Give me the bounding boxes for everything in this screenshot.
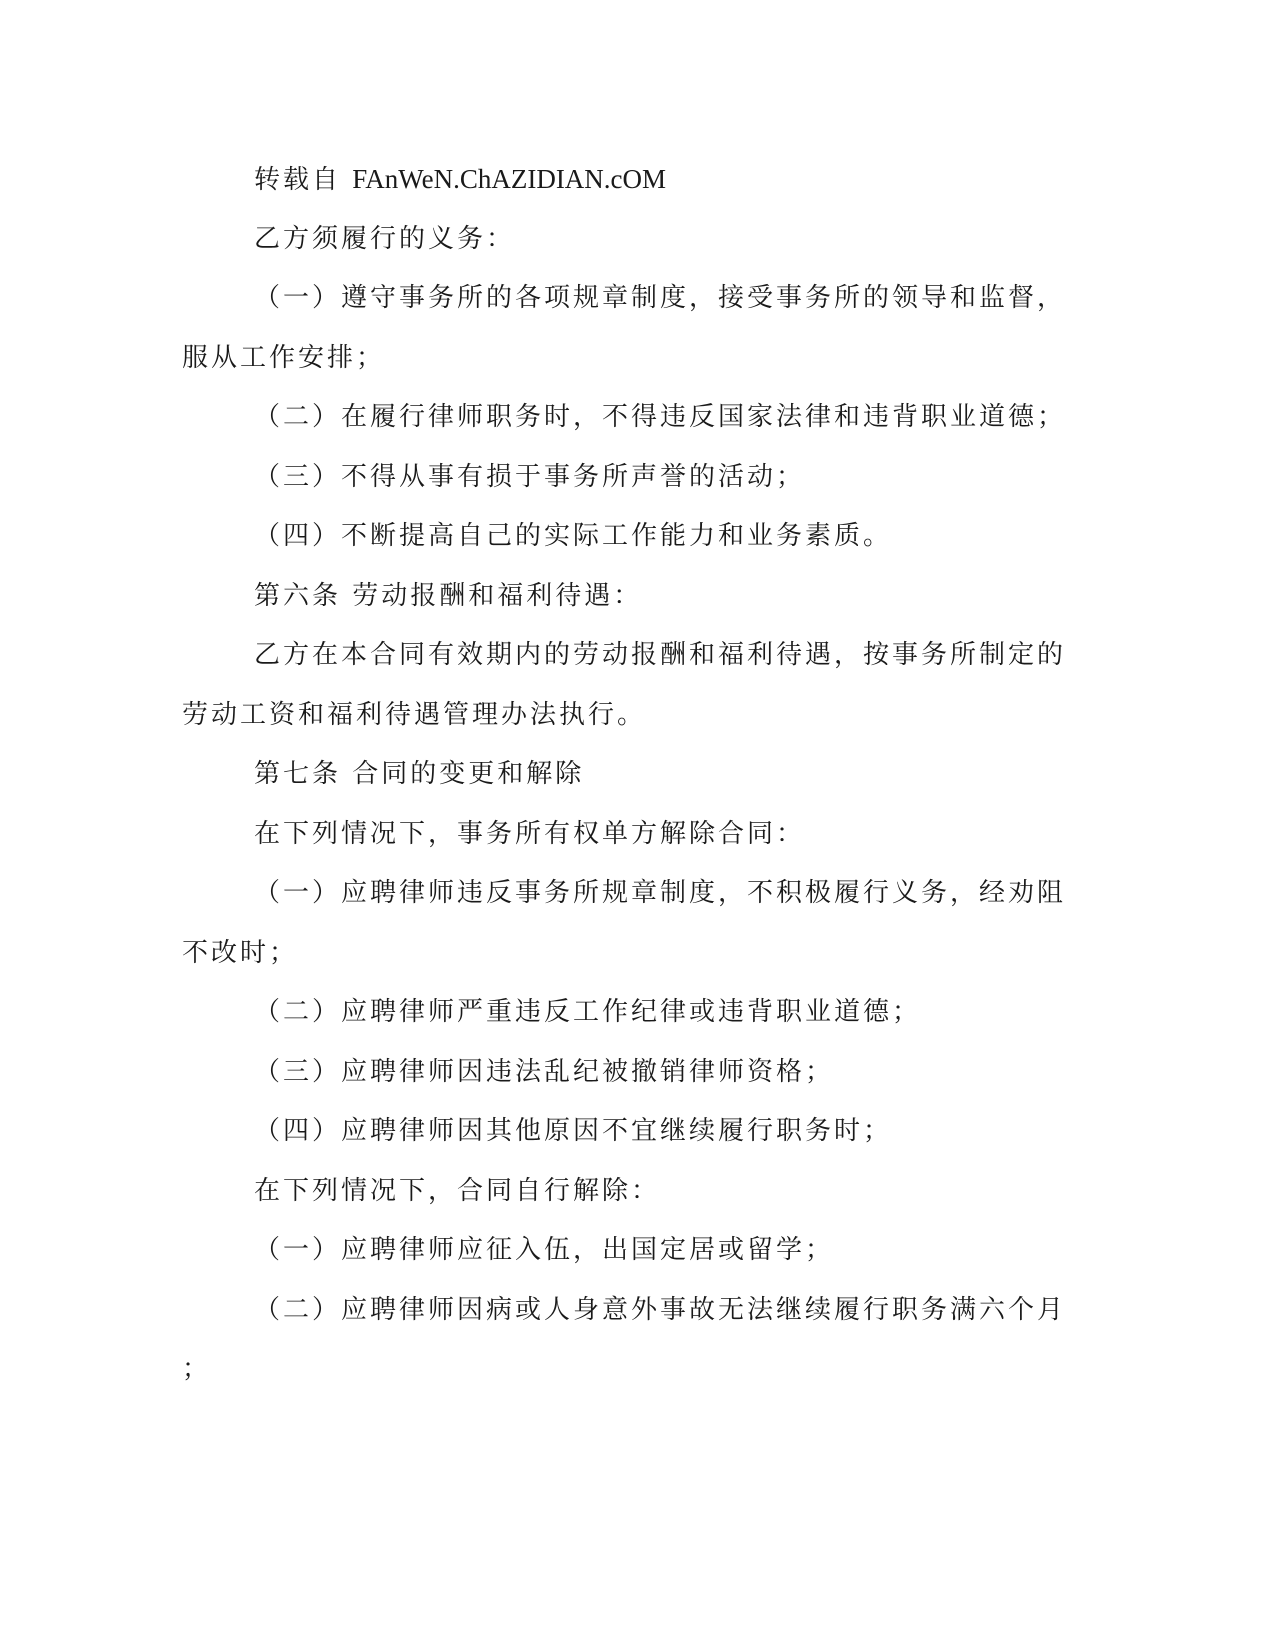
paragraph-line: （四）应聘律师因其他原因不宜继续履行职务时；: [254, 1116, 893, 1146]
paragraph-continuation: 劳动工资和福利待遇管理办法执行。: [182, 699, 647, 730]
source-site: FAnWeN.ChAZIDIAN.cOM: [352, 164, 667, 194]
paragraph-line: 乙方须履行的义务：: [254, 223, 516, 254]
paragraph-line: （三）不得从事有损于事务所声誉的活动；: [254, 461, 806, 492]
source-line: [182, 150, 1082, 210]
paragraph-line: （一）应聘律师应征入伍，出国定居或留学；: [254, 1235, 835, 1265]
paragraph-line: （一）遵守事务所的各项规章制度，接受事务所的领导和监督，: [254, 283, 1067, 313]
paragraph-line: （一）应聘律师违反事务所规章制度，不积极履行义务，经劝阻: [254, 878, 1067, 908]
paragraph-line: （三）应聘律师因违法乱纪被撤销律师资格；: [254, 1056, 835, 1087]
paragraph-line: （二）应聘律师严重违反工作纪律或违背职业道德；: [254, 997, 922, 1027]
source-prefix: 转载自: [254, 165, 353, 195]
document-body: [182, 150, 1082, 1400]
section-heading: 第六条 劳动报酬和福利待遇：: [254, 580, 643, 611]
paragraph-line: 在下列情况下，事务所有权单方解除合同：: [254, 818, 806, 849]
paragraph-line: （二）应聘律师因病或人身意外事故无法继续履行职务满六个月: [254, 1294, 1067, 1325]
paragraph-line: （二）在履行律师职务时，不得违反国家法律和违背职业道德；: [254, 402, 1067, 432]
paragraph-line: 在下列情况下，合同自行解除：: [254, 1175, 661, 1206]
paragraph-line: （四）不断提高自己的实际工作能力和业务素质。: [254, 521, 893, 551]
paragraph-continuation: 服从工作安排；: [182, 342, 386, 373]
paragraph-continuation: ；: [182, 1354, 212, 1384]
paragraph-continuation: 不改时；: [182, 937, 299, 968]
section-heading: 第七条 合同的变更和解除: [254, 759, 585, 789]
paragraph-line: 乙方在本合同有效期内的劳动报酬和福利待遇，按事务所制定的: [254, 640, 1067, 670]
